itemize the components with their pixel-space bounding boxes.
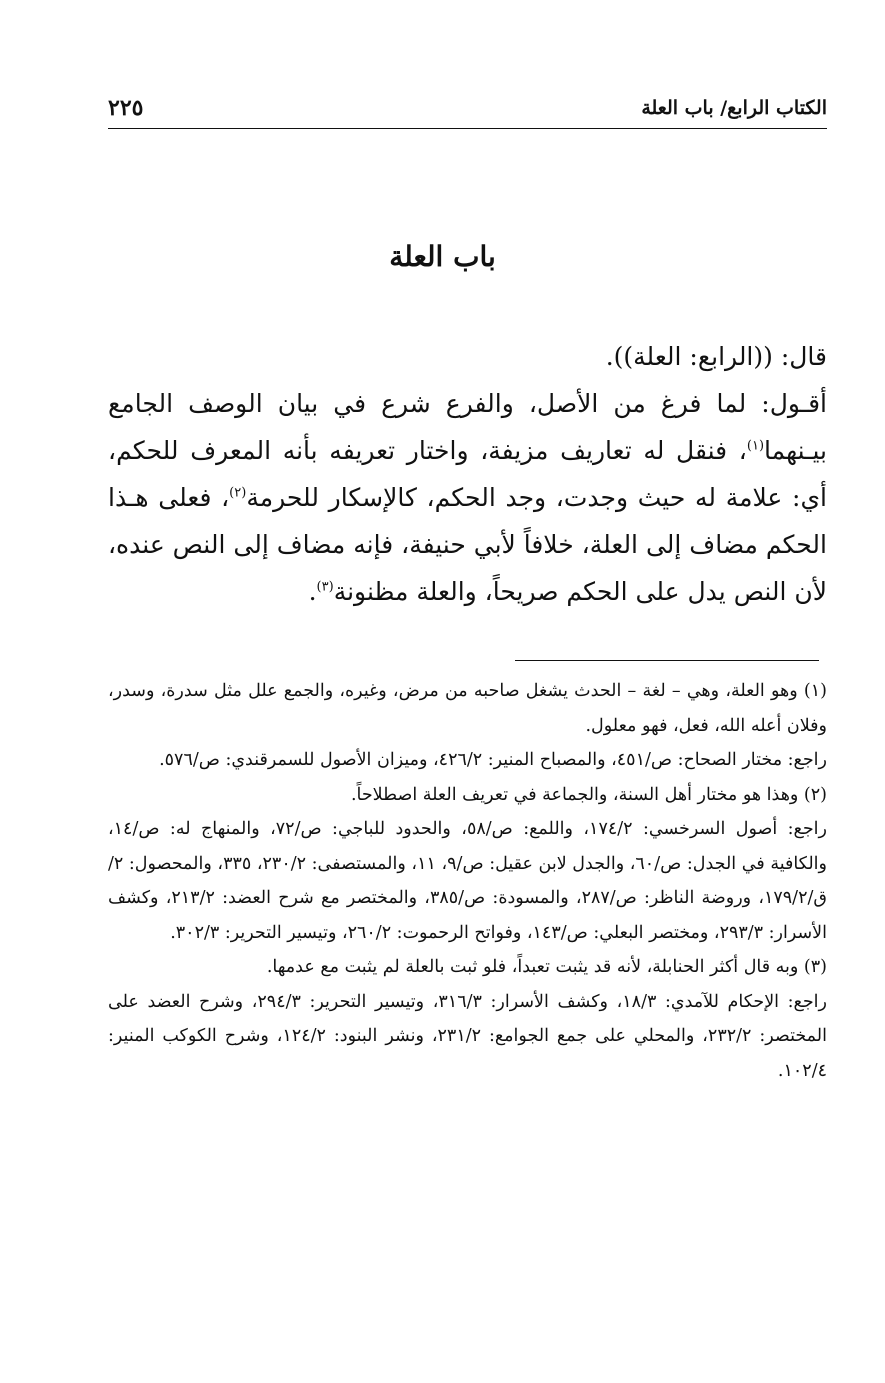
chapter-title: باب العلة [389, 240, 496, 273]
footnote-1-references: راجع: مختار الصحاح: ص/٤٥١، والمصباح المنير: ٤٢٦/٢، وميزان الأصول للسمرقندي: ص/٥٧٦. [159, 750, 827, 770]
quote-text: قال: ((الرابع: العلة)). [605, 342, 827, 371]
footnote-2-references: راجع: أصول السرخسي: ١٧٤/٢، واللمع: ص/٥٨، والحدود للباجي: ص/٧٢، والمنهاج له: ص/١٤، والكافية في الجدل: ص/٦٠، والجدل لابن عقيل: ص/٩، ١١، والمستصفى: ٢٣٠/٢، ٣٣٥، والمحصول: ٢/ق/١٧٩/٢، وروضة الناظر: ص/٢٨٧، والمسودة: ص/٣٨٥، والمختصر مع شرح العضد: ٢١٣/٢، وكشف الأسرار: ٢٩٣/٣، ومختصر البعلي: ص/١٤٣، وفواتح الرحموت: ٢٦٠/٢، وتيسير التحرير: ٣٠٢/٣. [108, 819, 827, 943]
quote-line [108, 333, 827, 380]
footnote-2: (٢) وهذا هو مختار أهل السنة، والجماعة في تعريف العلة اصطلاحاً. [350, 784, 827, 805]
paragraph-end: . [308, 577, 317, 606]
footnotes [108, 674, 827, 1088]
footnote-1: (١) وهو العلة، وهي – لغة – الحدث يشغل صاحبه من مرض، وغيره، والجمع علل مثل سدرة، وسدر، وفلان أعله الله، فعل، فهو معلول. [108, 681, 827, 736]
footnote-separator [515, 660, 819, 661]
running-title: الكتاب الرابع/ باب العلة [641, 97, 827, 119]
page-header [108, 92, 827, 124]
commentary-paragraph [108, 380, 827, 615]
footnote-3: (٣) وبه قال أكثر الحنابلة، لأنه قد يثبت تعبداً، فلو ثبت بالعلة لم يثبت مع عدمها. [266, 957, 827, 977]
main-text [108, 333, 827, 615]
footnote-3-references: راجع: الإحكام للآمدي: ١٨/٣، وكشف الأسرار: ٣١٦/٣، وتيسير التحرير: ٢٩٤/٣، وشرح العضد على المختصر: ٢٣٢/٢، والمحلي على جمع الجوامع: ٢٣١/٢، ونشر البنود: ١٢٤/٢، وشرح الكوكب المنير: ١٠٢/٤. [108, 991, 827, 1081]
paragraph-part-2: ، فنقل له تعاريف مزيفة، واختار تعريفه بأنه المعرف للحكم، أي: علامة له حيث وجدت، وجد الحكم، كالإسكار للحرمة [108, 436, 827, 512]
page-number: ٢٢٥ [108, 95, 144, 121]
paragraph-part-3: ، فعلى هـذا الحكم مضاف إلى العلة، خلافاً لأبي حنيفة، فإنه مضاف إلى النص عنده، لأن النص يدل على الحكم صريحاً، والعلة مظنونة [107, 483, 827, 606]
footnote-marker-1: (١) [746, 438, 765, 454]
header-rule [108, 128, 827, 129]
footnote-marker-2: (٢) [229, 485, 247, 501]
paragraph-part-1: أقـول: لما فرغ من الأصل، والفرع شرع في بيان الوصف الجامع بيـنهما [108, 389, 827, 465]
footnote-marker-3: (٣) [316, 579, 334, 595]
